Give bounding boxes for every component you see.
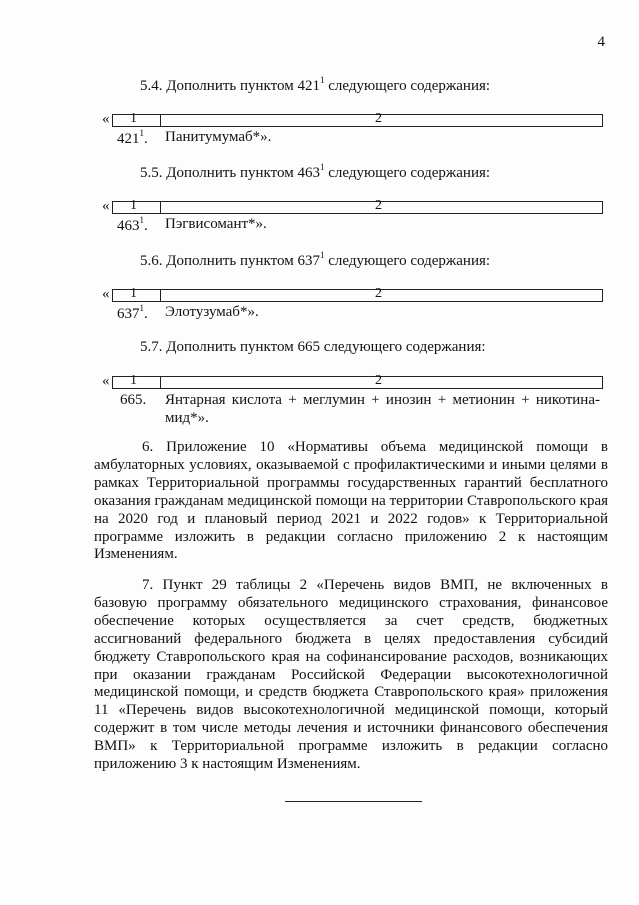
table-header-5-4 [102,111,603,128]
heading-5-7: 5.7. Дополнить пунктом 665 следующего содержания: [140,339,486,355]
heading-5-6-suffix: следующего содержания: [324,253,491,269]
column-2-label: 2 [375,198,382,213]
table-header-5-6 [102,286,603,303]
row-number-dot: . [144,131,148,147]
column-2-label: 2 [375,111,382,126]
column-1-label: 1 [130,373,137,388]
row-text-line-2: мид*». [165,410,209,426]
heading-5-5-prefix: 5.5. Дополнить пунктом 463 [140,165,320,181]
column-divider [160,376,161,389]
header-box [112,201,603,214]
table-header-5-7 [102,373,603,390]
column-divider [160,289,161,302]
row-text: Пэгвисомант*». [165,216,267,232]
heading-5-5-sup: 1 [319,162,325,172]
paragraph-6: 6. Приложение 10 «Нормативы объема медицинской помощи в амбулаторных условиях, оказываемой с профилактическими и иными целями в рамках Территориальной программы государственных гарантий бесплатного оказания гражданам медицинской помощи на территории Ставропольского края на 2020 год и плановый период 2021 и 2022 годов» к Территориальной программе изложить в редакции согласно приложению 2 к настоящим Изменениям. [94,439,608,563]
table-header-5-5 [102,198,603,215]
row-number-dot: . [144,218,148,234]
row-text-line-1: Янтарная кислота + меглумин + инозин + метионин + никотина- [165,392,600,408]
heading-5-4-sup: 1 [319,75,325,85]
row-number [117,216,148,235]
row-number-value: 463 [117,218,140,234]
open-quote: « [102,111,110,127]
row-number-value: 421 [117,131,140,147]
header-box [112,289,603,302]
column-2-label: 2 [375,373,382,388]
heading-5-5-suffix: следующего содержания: [324,165,491,181]
column-1-label: 1 [130,286,137,301]
column-1-label: 1 [130,111,137,126]
row-number: 665. [120,392,147,408]
row-number-dot: . [144,306,148,322]
row-number-sup: 1 [139,128,144,138]
heading-5-6 [140,251,490,270]
page-number: 4 [597,34,605,50]
row-number [117,304,148,323]
heading-5-5 [140,163,490,182]
heading-5-4-suffix: следующего содержания: [324,78,491,94]
row-text: Панитумумаб*». [165,129,272,145]
row-text: Элотузумаб*». [165,304,259,320]
header-box [112,114,603,127]
row-number-value: 637 [117,306,140,322]
row-number [117,129,148,148]
heading-5-6-prefix: 5.6. Дополнить пунктом 637 [140,253,320,269]
closing-rule [285,801,422,802]
heading-5-4-prefix: 5.4. Дополнить пунктом 421 [140,78,320,94]
header-box [112,376,603,389]
row-number-sup: 1 [139,215,144,225]
open-quote: « [102,373,110,389]
row-number-sup: 1 [139,303,144,313]
heading-5-4 [140,76,490,95]
paragraph-7: 7. Пункт 29 таблицы 2 «Перечень видов ВМП, не включенных в базовую программу обязательного медицинского страхования, финансовое обеспечение которых осуществляется за счет средств, бюджетных ассигнований федерального бюджета в целях предоставления субсидий бюджету Ставропольского края на софинансирование расходов, возникающих при оказании гражданам Российской Федерации высокотехнологичной медицинской помощи, и средств бюджета Ставропольского края» приложения 11 «Перечень видов высокотехнологичной медицинской помощи, который содержит в том числе методы лечения и источники финансового обеспечения ВМП» к Территориальной программе изложить в редакции согласно приложению 3 к настоящим Изменениям. [94,577,608,773]
column-divider [160,114,161,127]
column-divider [160,201,161,214]
column-1-label: 1 [130,198,137,213]
column-2-label: 2 [375,286,382,301]
heading-5-6-sup: 1 [319,250,325,260]
open-quote: « [102,286,110,302]
open-quote: « [102,198,110,214]
